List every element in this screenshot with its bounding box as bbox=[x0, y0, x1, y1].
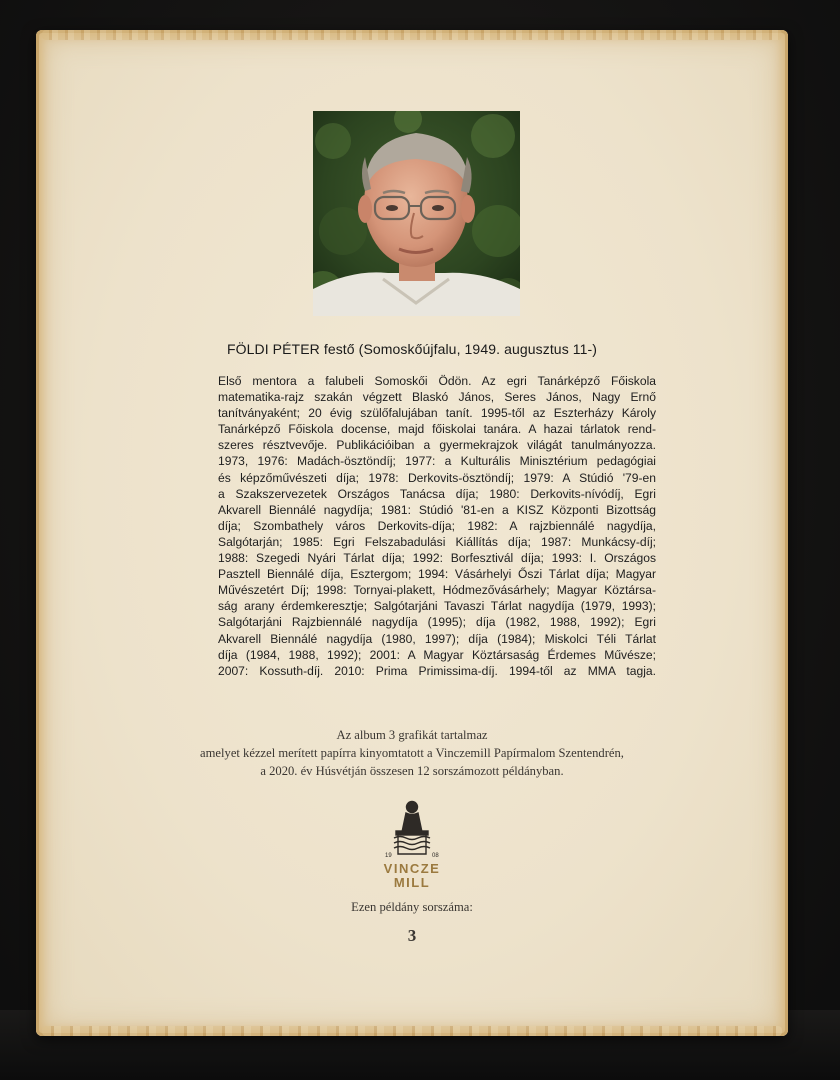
bio-line: Akvarell Biennálé nagydíja; 1981: Stúdió '81-en a KISZ Központi Bizottság bbox=[218, 502, 656, 517]
deckle-edge-top bbox=[42, 30, 782, 40]
vincze-mill-logo bbox=[376, 798, 448, 890]
bio-line: Művészetért Díj; 1998: Tornyai-plakett, Hódmezővásárhely; Magyar Köztársa- bbox=[218, 583, 656, 598]
deckle-edge-bottom bbox=[42, 1026, 782, 1036]
bio-line: matematika-rajz szakán végzett Blaskó János, Seres János, Nagy Ernő bbox=[218, 390, 656, 405]
handmade-paper-sheet bbox=[36, 30, 788, 1036]
artist-heading: FÖLDI PÉTER festő (Somoskőújfalu, 1949. augusztus 11-) bbox=[226, 341, 598, 357]
bio-line: 1973, 1976: Madách-ösztöndíj; 1977: a Kulturális Minisztérium pedagógiai bbox=[218, 454, 656, 469]
logo-year-left: 19 bbox=[385, 853, 392, 859]
logo-word-mill: MILL bbox=[393, 875, 431, 890]
papermaker-icon bbox=[376, 798, 448, 860]
colophon-line: Az album 3 grafikát tartalmaz bbox=[336, 728, 488, 742]
artist-biography bbox=[218, 373, 656, 679]
bio-line: és képzőművészeti díja; 1978: Derkovits-ösztöndíj; 1979: A Stúdió '79-en bbox=[218, 470, 656, 485]
bio-line: díja; Szombathely város Derkovits-díja; 1982: A rajzbiennálé nagydíja, bbox=[218, 518, 656, 533]
logo-word-vincze: VINCZE bbox=[383, 861, 441, 876]
bio-line: ság arany érdemkeresztje; Salgótarjáni Tavaszi Tárlat nagydíja (1979, 1993); bbox=[218, 599, 656, 614]
bio-line: szeres résztvevője. Publikációiban a gyermekrajzok világát tanulmányozza. bbox=[218, 438, 656, 453]
bio-line: tanítványaként; 20 évig szülőfalujában tanít. 1995-től az Eszterházy Károly bbox=[218, 406, 656, 421]
bio-line: 1988: Szegedi Nyári Tárlat díja; 1992: Borfesztivál díja; 1993: I. Országos bbox=[218, 551, 656, 566]
copy-number: 3 bbox=[407, 926, 417, 945]
bio-line: 2007: Kossuth-díj. 2010: Prima Primissima-díj. 1994-től az MMA tagja. bbox=[218, 663, 656, 678]
bio-line: Salgótarjáni Rajzbiennálé nagydíja (1995); díja (1982, 1988, 1992); Egri bbox=[218, 615, 656, 630]
colophon-line: amelyet kézzel merített papírra kinyomtatott a Vinczemill Papírmalom Szentendrén, bbox=[200, 746, 624, 761]
bio-line: Tanárképző Főiskola docense, majd főiskolai tanára. A hazai tárlatok rend- bbox=[218, 422, 656, 437]
artist-portrait-photo bbox=[313, 111, 520, 316]
bio-line: Első mentora a falubeli Somoskői Ödön. Az egri Tanárképző Főiskola bbox=[218, 374, 656, 388]
album-colophon bbox=[36, 726, 788, 781]
bio-line: Salgótarján; 1985: Egri Felszabadulási Kiállítás díja; 1987: Munkácsy-díj; bbox=[218, 534, 656, 549]
colophon-line: a 2020. év Húsvétján összesen 12 sorszámozott példányban. bbox=[260, 764, 564, 779]
portrait-photo bbox=[313, 111, 520, 316]
logo-year-right: 08 bbox=[432, 853, 439, 859]
copy-number-label: Ezen példány sorszáma: bbox=[351, 900, 473, 914]
bio-line: Akvarell Biennálé nagydíja (1980, 1997); díja (1984); Miskolci Téli Tárlat bbox=[218, 631, 656, 646]
bio-line: díja (1984, 1988, 1992); 2001: A Magyar Köztársaság Érdemes Művésze; bbox=[218, 647, 656, 662]
bio-line: Pasztell Biennálé díja, Esztergom; 1994: Vásárhelyi Őszi Tárlat díja; Magyar bbox=[218, 567, 656, 582]
bio-line: a Szakszervezetek Országos Tanácsa díja; 1980: Derkovits-nívódíj, Egri bbox=[218, 486, 656, 501]
